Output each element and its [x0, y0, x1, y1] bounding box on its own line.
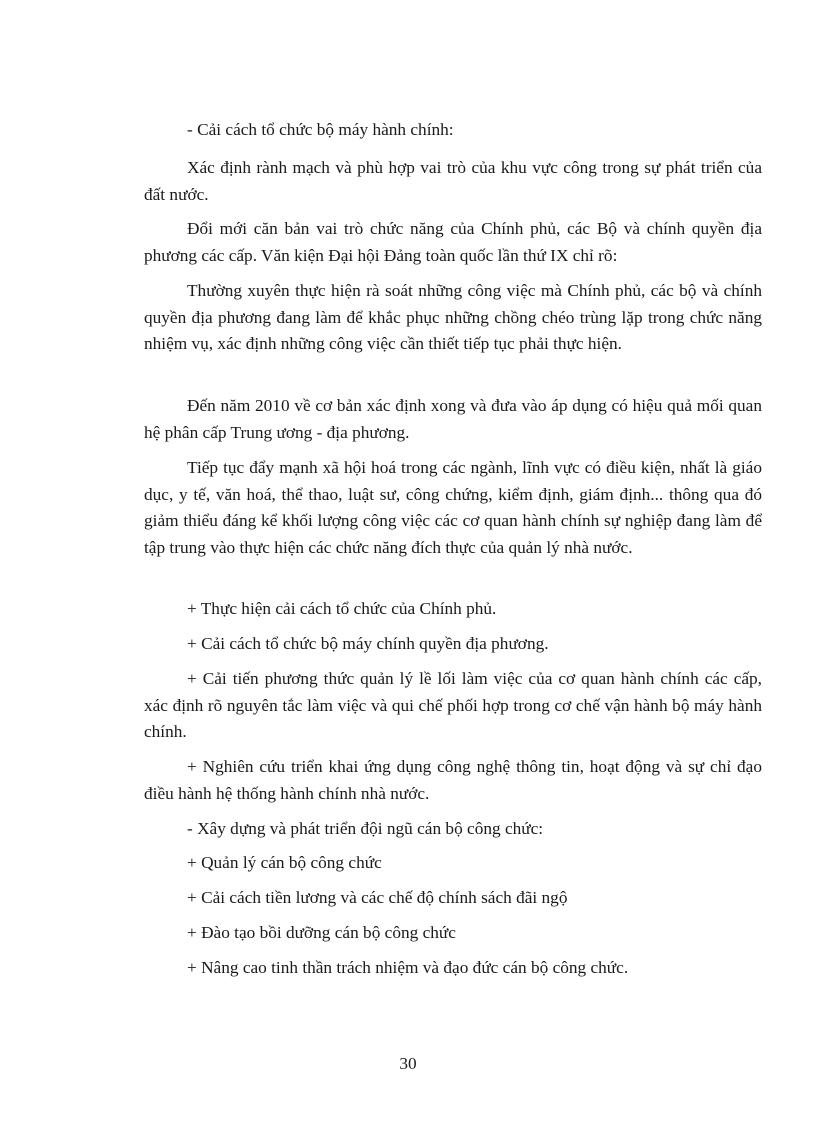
- paragraph-socialization: Tiếp tục đẩy mạnh xã hội hoá trong các ngành, lĩnh vực có điều kiện, nhất là giáo dục, y tế, văn hoá, thể thao, luật sư, công chứng, kiểm định, giám định... thông qua đó giảm thiểu đáng kể khối lượng công việc các cơ quan hành chính sự nghiệp đang làm để tập trung vào thực hiện các chức năng đích thực của quản lý nhà nước.: [144, 458, 762, 557]
- paragraph-local-government: + Cải cách tổ chức bộ máy chính quyền địa phương.: [187, 634, 549, 653]
- paragraph-public-sector-role: Xác định rành mạch và phù hợp vai trò của khu vực công trong sự phát triển của đất nước.: [144, 158, 762, 204]
- paragraph-government-reform: + Thực hiện cải cách tổ chức của Chính phủ.: [187, 599, 497, 618]
- paragraph-admin-reform-heading: - Cải cách tổ chức bộ máy hành chính:: [187, 120, 454, 139]
- paragraph-ethics: + Nâng cao tinh thần trách nhiệm và đạo đức cán bộ công chức.: [187, 958, 629, 977]
- paragraph-decentralization: Đến năm 2010 về cơ bản xác định xong và đưa vào áp dụng có hiệu quả mối quan hệ phân cấp Trung ương - địa phương.: [144, 396, 762, 442]
- paragraph-civil-servants: - Xây dựng và phát triển đội ngũ cán bộ công chức:: [187, 819, 544, 838]
- paragraph-staff-management: + Quản lý cán bộ công chức: [187, 853, 382, 872]
- paragraph-government-functions: Đổi mới căn bản vai trò chức năng của Chính phủ, các Bộ và chính quyền địa phương các cấp. Văn kiện Đại hội Đảng toàn quốc lần thứ IX chỉ rõ:: [144, 219, 762, 265]
- page-number: 30: [399, 1054, 417, 1073]
- paragraph-training: + Đào tạo bồi dưỡng cán bộ công chức: [187, 923, 456, 942]
- paragraph-review-tasks: Thường xuyên thực hiện rà soát những công việc mà Chính phủ, các bộ và chính quyền địa phương đang làm để khắc phục những chồng chéo trùng lặp trong chức năng nhiệm vụ, xác định những công việc cần thiết tiếp tục phải thực hiện.: [144, 281, 762, 353]
- paragraph-it-application: + Nghiên cứu triển khai ứng dụng công nghệ thông tin, hoạt động và sự chỉ đạo điều hành hệ thống hành chính nhà nước.: [144, 757, 762, 803]
- paragraph-management-methods: + Cải tiến phương thức quản lý lề lối làm việc của cơ quan hành chính các cấp, xác định rõ nguyên tắc làm việc và qui chế phối hợp trong cơ chế vận hành bộ máy hành chính.: [144, 669, 762, 741]
- paragraph-salary-reform: + Cải cách tiền lương và các chế độ chính sách đãi ngộ: [187, 888, 568, 907]
